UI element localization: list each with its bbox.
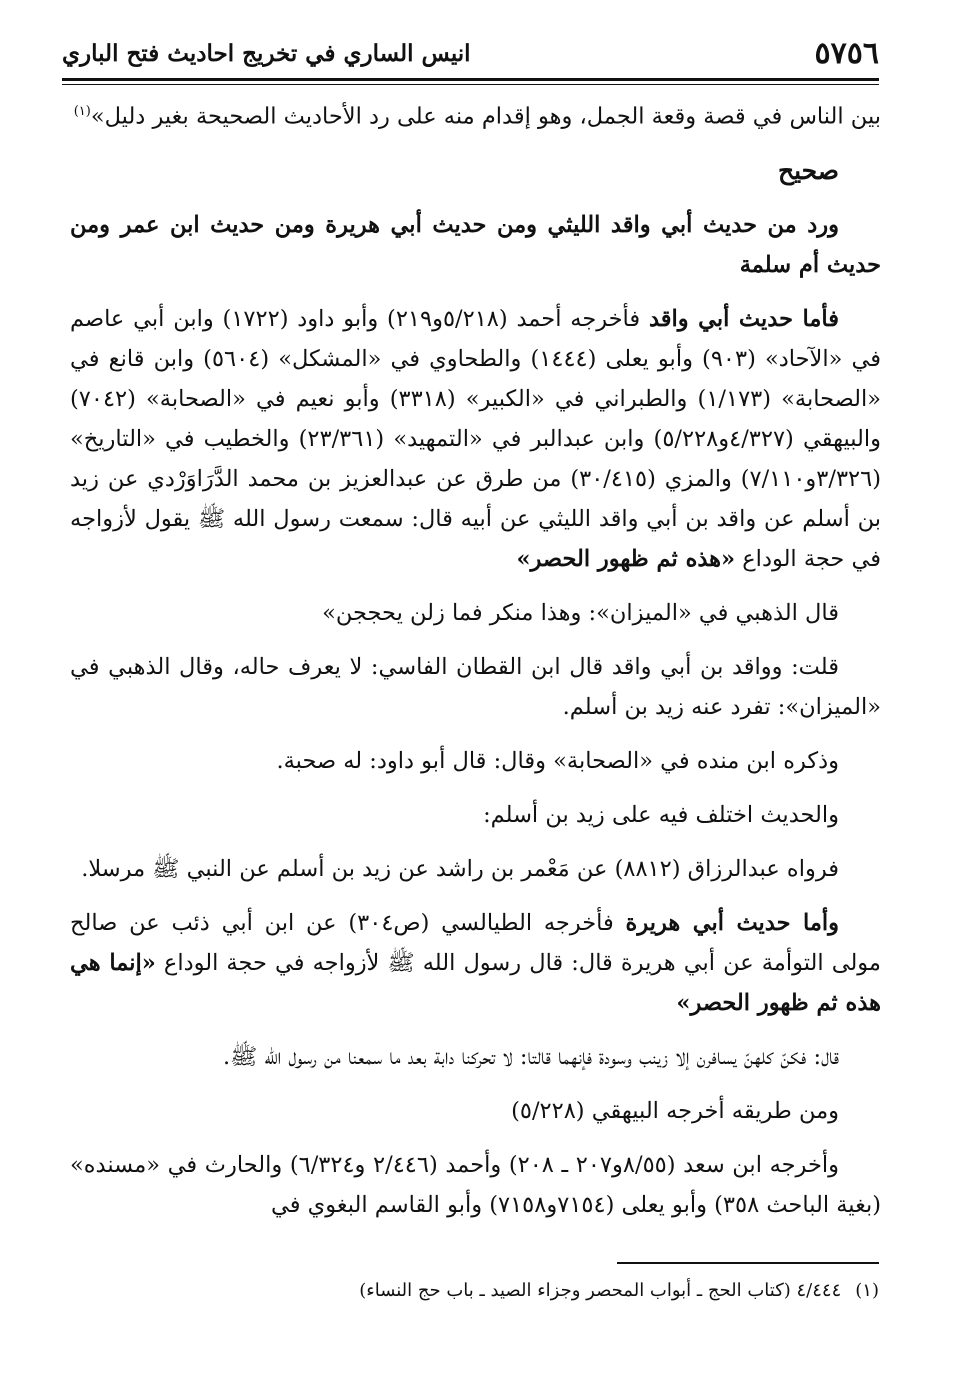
footnote-rule bbox=[617, 1262, 879, 1264]
main-text bbox=[70, 92, 881, 1239]
footnote bbox=[70, 1276, 879, 1306]
abu-hurayra-lead: وأما حديث أبي هريرة bbox=[625, 909, 840, 936]
paragraph-sources: ورد من حديث أبي واقد الليثي ومن حديث أبي هريرة ومن حديث ابن عمر ومن حديث أم سلمة bbox=[70, 211, 881, 278]
abu-hurayra-text: فأخرجه الطيالسي (ص٣٠٤) عن ابن أبي ذئب عن صالح مولى التوأمة عن أبي هريرة قال: قال رسول الله ﷺ لأزواجه في حجة الوداع bbox=[70, 909, 881, 976]
paragraph-bayhaqi: ومن طريقه أخرجه البيهقي (٥/٢٢٨) bbox=[511, 1097, 839, 1124]
paragraph-abu-hurayra bbox=[70, 903, 881, 1023]
footnote-text: ٤/٤٤٤ (كتاب الحج ـ أبواب المحصر وجزاء الصيد ـ باب حج النساء) bbox=[359, 1280, 842, 1301]
page-number: ٥٧٥٦ bbox=[814, 35, 879, 71]
abu-waqid-lead: فأما حديث أبي واقد bbox=[648, 305, 839, 332]
book-title: انيس الساري في تخريج احاديث فتح الباري bbox=[62, 39, 471, 67]
paragraph-abu-waqid bbox=[70, 299, 881, 579]
paragraph-intro bbox=[70, 92, 881, 137]
page-header bbox=[62, 30, 879, 76]
grade-heading: صحيح bbox=[777, 155, 839, 185]
paragraph-ibn-mandah: وذكره ابن منده في «الصحابة» وقال: قال أبو داود: له صحبة. bbox=[276, 747, 839, 774]
header-rule bbox=[62, 78, 879, 85]
paragraph-dhahabi: قال الذهبي في «الميزان»: وهذا منكر فما زلن يحججن» bbox=[322, 599, 839, 626]
paragraph-waqid-note: قلت: وواقد بن أبي واقد قال ابن القطان الفاسي: لا يعرف حاله، وقال الذهبي في «الميزان»: تفرد عنه زيد بن أسلم. bbox=[70, 653, 881, 720]
paragraph-ibn-saad: وأخرجه ابن سعد (٨/٥٥و٢٠٧ ـ ٢٠٨) وأحمد (٢/٤٤٦ و٦/٣٢٤) والحارث في «مسنده» (بغية الباحث ٣٥٨) وأبو يعلى (٧١٥٤و٧١٥٨) وأبو القاسم البغوي في bbox=[70, 1151, 881, 1218]
paragraph-abdulrazzaq: فرواه عبدالرزاق (٨٨١٢) عن مَعْمر بن راشد عن زيد بن أسلم عن النبي ﷺ مرسلا. bbox=[81, 855, 839, 882]
paragraph-zaynab-sawda: قال: فكنّ كلهنّ يسافرن إلا زينب وسودة فإنهما قالتا: لا تحركنا دابة بعد ما سمعنا من رسول الله ﷺ. bbox=[222, 1043, 839, 1070]
footnote-marker: (١) bbox=[855, 1280, 879, 1301]
abu-waqid-text: فأخرجه أحمد (٥/٢١٨و٢١٩) وأبو داود (١٧٢٢) وابن أبي عاصم في «الآحاد» (٩٠٣) وأبو يعلى (١٤٤٤) والطحاوي في «المشكل» (٥٦٠٤) وابن قانع في «الصحابة» (١/١٧٣) والطبراني في «الكبير» (٣٣١٨) وأبو نعيم في «الصحابة» (٧٠٤٢) والبيهقي (٤/٣٢٧و٥/٢٢٨) وابن عبدالبر في «التمهيد» (٢٣/٣٦١) والخطيب في «التاريخ» (٣/٣٢٦و٧/١١٠) والمزي (٣٠/٤١٥) من طرق عن عبدالعزيز بن محمد الدَّرَاوَرْدي عن زيد بن أسلم عن واقد بن أبي واقد الليثي عن أبيه قال: سمعت رسول الله ﷺ يقول لأزواجه في حجة الوداع bbox=[70, 305, 881, 572]
footnote-reference: (١) bbox=[73, 104, 91, 119]
intro-text: بين الناس في قصة وقعة الجمل، وهو إقدام منه على رد الأحاديث الصحيحة بغير دليل» bbox=[90, 103, 881, 130]
paragraph-ikhtilaf: والحديث اختلف فيه على زيد بن أسلم: bbox=[483, 801, 839, 828]
abu-hurayra-quote: «إنما هي هذه ثم ظهور الحصر» bbox=[70, 949, 881, 1016]
abu-waqid-quote: «هذه ثم ظهور الحصر» bbox=[516, 545, 736, 572]
